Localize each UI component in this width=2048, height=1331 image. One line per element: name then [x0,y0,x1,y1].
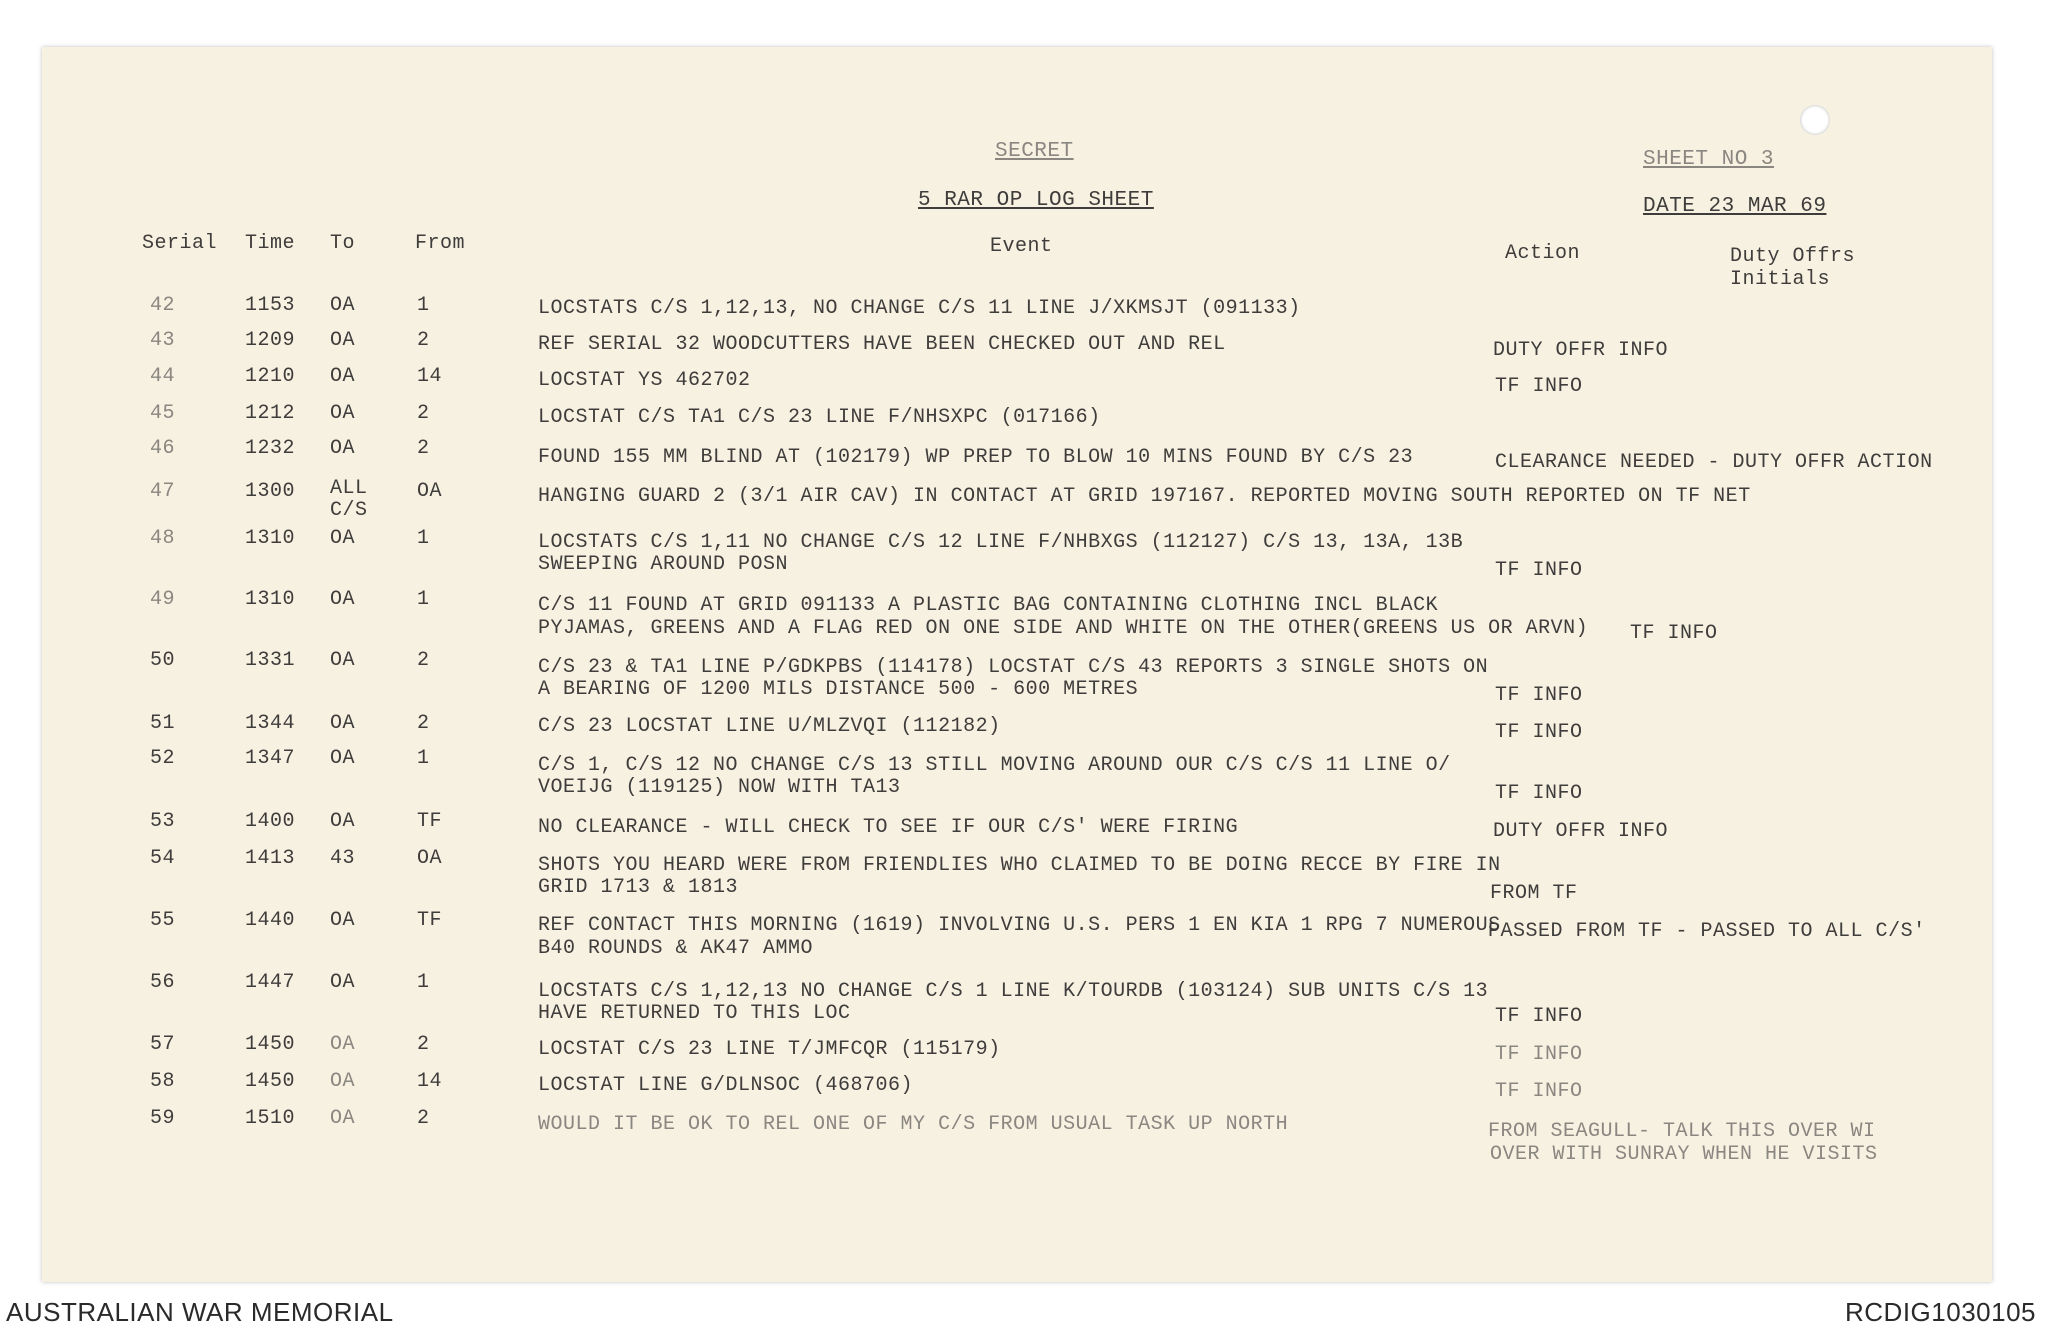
event-text: C/S 23 LOCSTAT LINE U/MLZVQI (112182) [538,715,1001,738]
time-cell: 1331 [245,649,296,672]
time-cell: 1450 [245,1070,296,1093]
event-text: SHOTS YOU HEARD WERE FROM FRIENDLIES WHO CLAIMED TO BE DOING RECCE BY FIRE IN [538,854,1501,877]
serial-cell: 59 [150,1107,176,1130]
col-header-serial: Serial [142,232,218,255]
from-cell: 14 [417,1070,443,1093]
action-text: TF INFO [1495,684,1583,707]
event-text: GRID 1713 & 1813 [538,876,739,899]
time-cell: 1413 [245,847,296,870]
serial-cell: 47 [150,480,176,503]
serial-cell: 57 [150,1033,176,1056]
to-cell: OA [330,294,356,317]
col-header-action: Action [1505,242,1581,265]
to-cell: OA [330,588,356,611]
to-cell: OA [330,747,356,770]
to-cell: OA [330,971,356,994]
to-cell: 43 [330,847,356,870]
event-text: LOCSTAT C/S TA1 C/S 23 LINE F/NHSXPC (017166) [538,406,1101,429]
event-text: LOCSTAT C/S 23 LINE T/JMFCQR (115179) [538,1038,1001,1061]
action-text: PASSED FROM TF - PASSED TO ALL C/S' [1488,920,1926,943]
action-text: TF INFO [1495,375,1583,398]
from-cell: 2 [417,1107,430,1130]
record-id: RCDIG1030105 [1845,1297,2036,1327]
event-text: REF SERIAL 32 WOODCUTTERS HAVE BEEN CHECKED OUT AND REL [538,333,1226,356]
to-cell: OA [330,1033,356,1056]
to-cell: OA [330,810,356,833]
to-cell: OA [330,402,356,425]
event-text: LOCSTATS C/S 1,12,13 NO CHANGE C/S 1 LINE K/TOURDB (103124) SUB UNITS C/S 13 [538,980,1489,1003]
punch-hole [1800,105,1830,135]
serial-cell: 56 [150,971,176,994]
event-text: B40 ROUNDS & AK47 AMMO [538,937,814,960]
to-cell: OA [330,437,356,460]
event-text: REF CONTACT THIS MORNING (1619) INVOLVING U.S. PERS 1 EN KIA 1 RPG 7 NUMEROUS [538,914,1501,937]
event-text: LOCSTATS C/S 1,12,13, NO CHANGE C/S 11 LINE J/XKMSJT (091133) [538,297,1301,320]
from-cell: 14 [417,365,443,388]
serial-cell: 48 [150,527,176,550]
serial-cell: 49 [150,588,176,611]
to-cell: OA [330,1070,356,1093]
time-cell: 1232 [245,437,296,460]
from-cell: 2 [417,712,430,735]
time-cell: 1310 [245,588,296,611]
to-cell: OA [330,649,356,672]
sheet-title: 5 RAR OP LOG SHEET [918,189,1154,212]
action-text: TF INFO [1495,1080,1583,1103]
from-cell: 2 [417,649,430,672]
from-cell: TF [417,810,443,833]
time-cell: 1344 [245,712,296,735]
col-header-duty-offrs: Duty Offrs [1730,245,1856,268]
time-cell: 1310 [245,527,296,550]
event-text: HANGING GUARD 2 (3/1 AIR CAV) IN CONTACT AT GRID 197167. REPORTED MOVING SOUTH REPORTED ON TF NET [538,485,1751,508]
event-text: LOCSTAT YS 462702 [538,369,751,392]
to-cell: ALL C/S [330,477,368,522]
col-header-event: Event [990,235,1053,258]
serial-cell: 43 [150,329,176,352]
event-text: VOEIJG (119125) NOW WITH TA13 [538,776,901,799]
event-text: PYJAMAS, GREENS AND A FLAG RED ON ONE SIDE AND WHITE ON THE OTHER(GREENS US OR ARVN) [538,617,1589,640]
serial-cell: 55 [150,909,176,932]
serial-cell: 52 [150,747,176,770]
action-text: TF INFO [1495,1043,1583,1066]
serial-cell: 45 [150,402,176,425]
time-cell: 1212 [245,402,296,425]
event-text: A BEARING OF 1200 MILS DISTANCE 500 - 600 METRES [538,678,1139,701]
col-header-to: To [330,232,356,255]
col-header-initials: Initials [1730,268,1831,291]
event-text: HAVE RETURNED TO THIS LOC [538,1002,851,1025]
event-text: C/S 1, C/S 12 NO CHANGE C/S 13 STILL MOVING AROUND OUR C/S C/S 11 LINE O/ [538,754,1451,777]
action-text: TF INFO [1495,782,1583,805]
event-text: SWEEPING AROUND POSN [538,553,789,576]
serial-cell: 58 [150,1070,176,1093]
from-cell: 1 [417,747,430,770]
serial-cell: 50 [150,649,176,672]
action-text: TF INFO [1495,559,1583,582]
from-cell: OA [417,480,443,503]
to-cell: OA [330,909,356,932]
event-text: WOULD IT BE OK TO REL ONE OF MY C/S FROM USUAL TASK UP NORTH [538,1113,1289,1136]
from-cell: 2 [417,437,430,460]
to-cell: OA [330,329,356,352]
from-cell: 1 [417,527,430,550]
from-cell: 2 [417,402,430,425]
serial-cell: 51 [150,712,176,735]
time-cell: 1210 [245,365,296,388]
event-text: C/S 23 & TA1 LINE P/GDKPBS (114178) LOCSTAT C/S 43 REPORTS 3 SINGLE SHOTS ON [538,656,1489,679]
archive-credit: AUSTRALIAN WAR MEMORIAL [6,1297,394,1327]
action-text: DUTY OFFR INFO [1493,820,1669,843]
action-text: TF INFO [1495,1005,1583,1028]
to-cell: OA [330,712,356,735]
from-cell: 1 [417,971,430,994]
time-cell: 1510 [245,1107,296,1130]
sheet-date: DATE 23 MAR 69 [1643,195,1827,218]
action-text: TF INFO [1495,721,1583,744]
time-cell: 1447 [245,971,296,994]
action-text: OVER WITH SUNRAY WHEN HE VISITS [1490,1143,1878,1166]
from-cell: TF [417,909,443,932]
event-text: C/S 11 FOUND AT GRID 091133 A PLASTIC BAG CONTAINING CLOTHING INCL BLACK [538,594,1439,617]
action-text: TF INFO [1630,622,1718,645]
from-cell: 2 [417,1033,430,1056]
time-cell: 1347 [245,747,296,770]
event-text: LOCSTATS C/S 1,11 NO CHANGE C/S 12 LINE F/NHBXGS (112127) C/S 13, 13A, 13B [538,531,1464,554]
to-cell: OA [330,527,356,550]
time-cell: 1209 [245,329,296,352]
event-text: NO CLEARANCE - WILL CHECK TO SEE IF OUR C/S' WERE FIRING [538,816,1239,839]
serial-cell: 54 [150,847,176,870]
serial-cell: 46 [150,437,176,460]
serial-cell: 44 [150,365,176,388]
action-text: FROM SEAGULL- TALK THIS OVER WI [1488,1120,1876,1143]
to-cell: OA [330,365,356,388]
time-cell: 1153 [245,294,296,317]
time-cell: 1440 [245,909,296,932]
action-text: CLEARANCE NEEDED - DUTY OFFR ACTION [1495,451,1933,474]
from-cell: 1 [417,294,430,317]
serial-cell: 42 [150,294,176,317]
event-text: LOCSTAT LINE G/DLNSOC (468706) [538,1074,914,1097]
serial-cell: 53 [150,810,176,833]
action-text: FROM TF [1490,882,1578,905]
action-text: DUTY OFFR INFO [1493,339,1669,362]
time-cell: 1400 [245,810,296,833]
event-text: FOUND 155 MM BLIND AT (102179) WP PREP TO BLOW 10 MINS FOUND BY C/S 23 [538,446,1414,469]
classification-stamp: SECRET [995,140,1074,163]
from-cell: 1 [417,588,430,611]
time-cell: 1450 [245,1033,296,1056]
from-cell: 2 [417,329,430,352]
col-header-time: Time [245,232,296,255]
time-cell: 1300 [245,480,296,503]
sheet-number: SHEET NO 3 [1643,148,1775,171]
col-header-from: From [415,232,466,255]
from-cell: OA [417,847,443,870]
to-cell: OA [330,1107,356,1130]
